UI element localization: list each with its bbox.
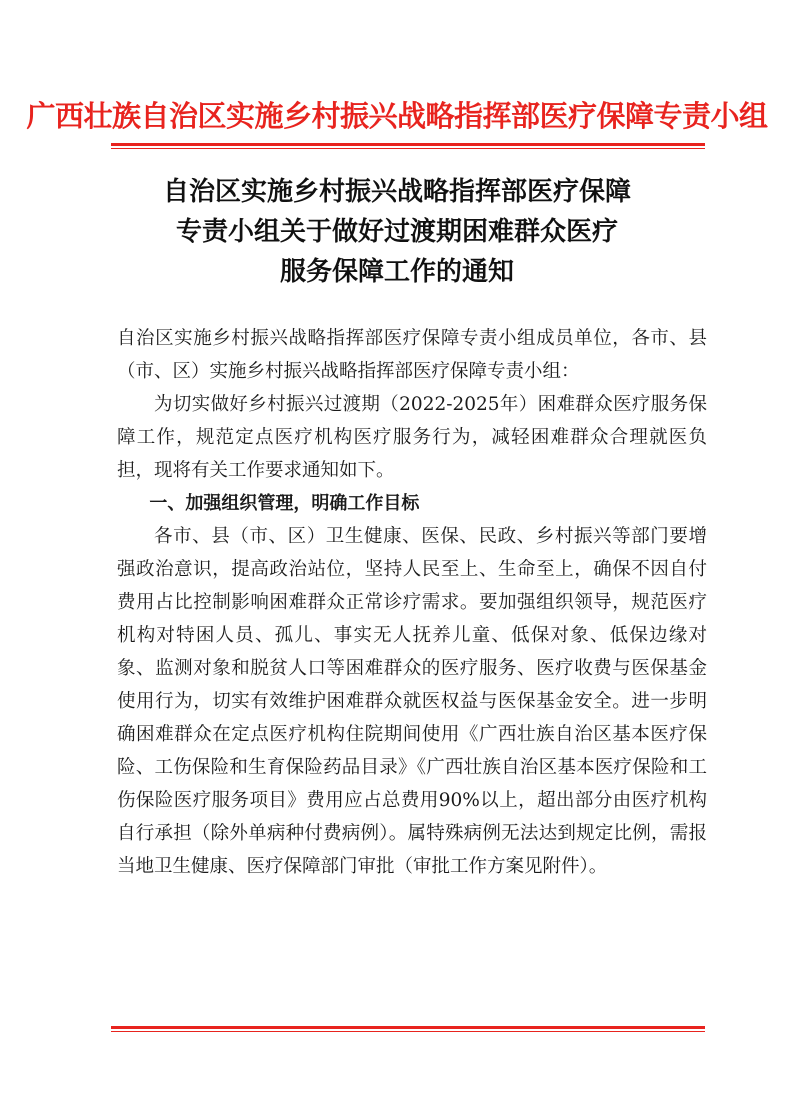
section-1-paragraph: 各市、县（市、区）卫生健康、医保、民政、乡村振兴等部门要增强政治意识，提高政治站位，坚持人民至上、生命至上，确保不因自付费用占比控制影响困难群众正常诊疗需求。要加强组织领导，规范医疗机构对特困人员、孤儿、事实无人抚养儿童、低保对象、低保边缘对象、监测对象和脱贫人口等困难群众的医疗服务、医疗收费与医保基金使用行为，切实有效维护困难群众就医权益与医保基金安全。进一步明确困难群众在定点医疗机构住院期间使用《广西壮族自治区基本医疗保险、工伤保险和生育保险药品目录》《广西壮族自治区基本医疗保险和工伤保险医疗服务项目》费用应占总费用90%以上，超出部分由医疗机构自行承担（除外单病种付费病例）。属特殊病例无法达到规定比例，需报当地卫生健康、医疗保障部门审批（审批工作方案见附件）。: [117, 526, 707, 877]
document-body: [117, 322, 707, 883]
footer-rule-thin: [111, 1031, 705, 1032]
footer-rule-thick: [111, 1026, 705, 1029]
document-title: [0, 172, 794, 292]
header-rule-thin: [111, 148, 705, 149]
title-line-2: 专责小组关于做好过渡期困难群众医疗: [175, 217, 618, 247]
intro-paragraph: 为切实做好乡村振兴过渡期（2022-2025年）困难群众医疗服务保障工作，规范定点医疗机构医疗服务行为，减轻困难群众合理就医负担，现将有关工作要求通知如下。: [117, 394, 707, 481]
header-rule-thick: [111, 143, 705, 146]
salutation: 自治区实施乡村振兴战略指挥部医疗保障专责小组成员单位，各市、县（市、区）实施乡村振兴战略指挥部医疗保障专责小组：: [117, 328, 707, 382]
title-line-1: 自治区实施乡村振兴战略指挥部医疗保障: [162, 177, 631, 207]
organization-header: 广西壮族自治区实施乡村振兴战略指挥部医疗保障专责小组: [26, 99, 768, 133]
title-line-3: 服务保障工作的通知: [279, 257, 514, 287]
section-1-heading: 一、加强组织管理，明确工作目标: [149, 493, 420, 514]
